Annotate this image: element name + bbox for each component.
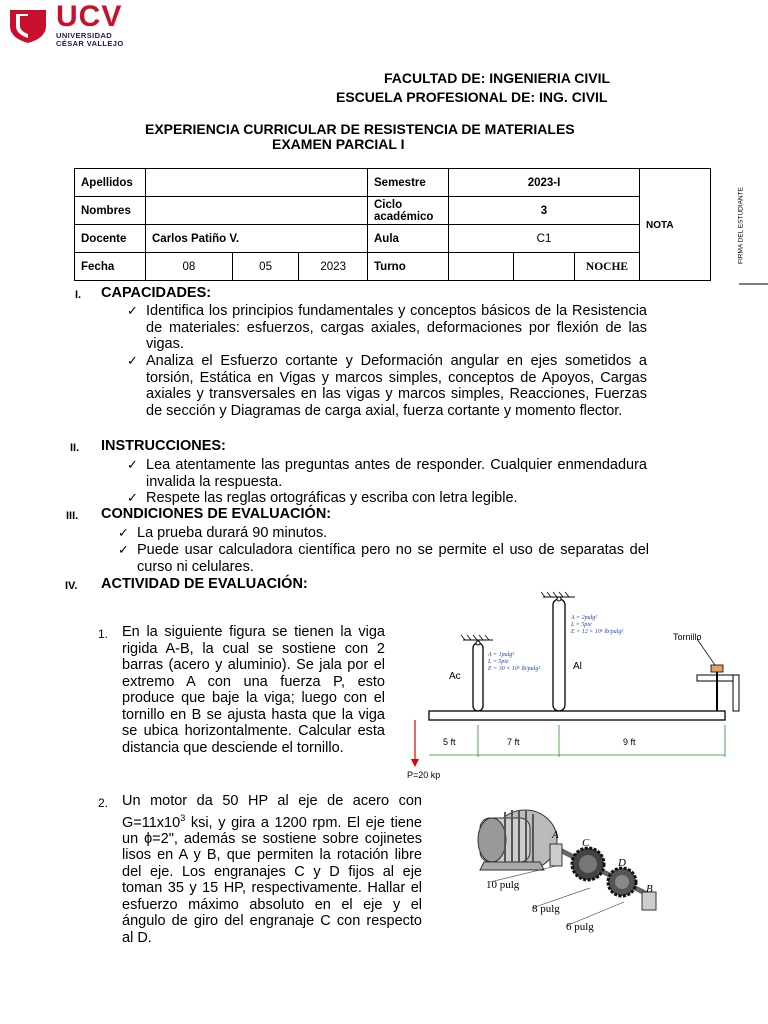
capacidad-item	[127, 353, 647, 419]
ciclo-label-1: Ciclo	[374, 198, 403, 211]
label-d: D	[618, 857, 626, 869]
ac-length: L = 5pie	[488, 659, 509, 665]
ac-modulus: E = 30 × 10⁶ lb/pulg²	[488, 666, 541, 672]
dim-8-pulg: 8 pulg	[532, 903, 560, 915]
check-icon: ✓	[127, 457, 138, 472]
docente-value: Carlos Patiño V.	[146, 225, 368, 253]
force-label: P=20 kp	[407, 770, 441, 780]
problem-2-text-b: ksi, y gira a 1200 rpm. El eje tiene un ϕ=2", además se sostiene sobre cojinetes lisos en A y B, que permiten la rotación libre del eje. Los engranajes C y D fijos al eje toman 35 y 15 HP, respectivamente. Hallar el esfuerzo máximo absoluto en el eje y el ángulo de giro del engranaje C con respecto al D.	[122, 814, 422, 946]
condicion-item	[118, 525, 649, 542]
logo-line1: UNIVERSIDAD	[56, 31, 113, 40]
problem-2-number: 2.	[98, 796, 109, 810]
condicion-2-text: Puede usar calculadora científica pero no se permite el uso de separatas del curso ni celulares.	[137, 542, 649, 575]
problem-1-number: 1.	[98, 627, 109, 641]
aula-label: Aula	[368, 225, 449, 253]
al-modulus: E = 12 × 10⁶ lb/pulg²	[571, 629, 624, 635]
section-4-title: ACTIVIDAD DE EVALUACIÓN:	[101, 576, 308, 592]
ciclo-label	[368, 197, 449, 225]
section-1-number: I.	[75, 289, 82, 301]
ac-area: A = 1pulg²	[488, 652, 515, 658]
check-icon: ✓	[127, 353, 138, 368]
section-3-number: III.	[66, 510, 79, 522]
tornillo-label: Tornillo	[673, 632, 702, 642]
force-arrowhead	[411, 759, 419, 767]
motor-shaft-figure	[470, 798, 680, 938]
semestre-value: 2023-I	[449, 169, 640, 197]
check-icon: ✓	[127, 303, 138, 318]
instruccion-item	[127, 457, 647, 490]
problem-1-text: En la siguiente figura se tienen la viga rigida A-B, la cual se sostiene con 2 barras (acero y aluminio). Se jala por el extremo A con una fuerza P, esto produce que baje la viga; luego con el tornillo en B se ajusta hasta que la viga se ubica horizontalmente. Calcular esta distancia que desciende el tornillo.	[122, 624, 385, 756]
motor	[478, 810, 557, 870]
fecha-label: Fecha	[75, 253, 146, 281]
problem-2-text-a: Un motor da 50 HP al eje de acero con G=11x10	[122, 793, 422, 831]
fecha-anio: 2023	[299, 253, 368, 281]
screw-support	[697, 639, 739, 711]
problem-2-exponent: 3	[180, 812, 186, 823]
instruccion-1-text: Lea atentamente las preguntas antes de responder. Cualquier enmendadura invalida la respuesta.	[146, 457, 647, 490]
dim-9ft: 9 ft	[623, 737, 636, 747]
nombres-field[interactable]	[146, 197, 368, 225]
ceiling-support-ac	[461, 635, 493, 640]
apellidos-field[interactable]	[146, 169, 368, 197]
ciclo-value: 3	[449, 197, 640, 225]
course-title: EXPERIENCIA CURRICULAR DE RESISTENCIA DE MATERIALES	[145, 121, 575, 137]
logo-line2: CÉSAR VALLEJO	[56, 39, 124, 48]
instruccion-item	[127, 490, 647, 507]
turno-blank-1	[449, 253, 514, 281]
nombres-label: Nombres	[75, 197, 146, 225]
label-c: C	[582, 837, 590, 849]
steel-bar-ac	[473, 643, 483, 711]
al-length: L = 5pie	[571, 622, 592, 628]
fecha-dia: 08	[146, 253, 233, 281]
faculty-title: FACULTAD DE: INGENIERIA CIVIL	[384, 70, 611, 86]
dim-5ft: 5 ft	[443, 737, 456, 747]
dim-6-pulg: 6 pulg	[566, 921, 594, 933]
check-icon: ✓	[127, 490, 138, 505]
condicion-1-text: La prueba durará 90 minutos.	[137, 525, 328, 541]
exam-title: EXAMEN PARCIAL I	[272, 136, 405, 152]
turno-label: Turno	[368, 253, 449, 281]
ucv-logo-icon	[8, 6, 48, 44]
capacidad-item	[127, 303, 647, 353]
condicion-item	[118, 542, 649, 575]
ciclo-label-2: académico	[374, 210, 434, 223]
dim-10-pulg: 10 pulg	[486, 879, 520, 891]
instruccion-2-text: Respete las reglas ortográficas y escriba con letra legible.	[146, 490, 518, 506]
label-a: A	[552, 829, 559, 841]
capacidad-2-text: Analiza el Esfuerzo cortante y Deformación angular en ejes sometidos a torsión, Estática en Vigas y marcos simples, conceptos de Apoyos, Cargas axiales y transversales en las vigas y marcos simples, Reacciones, Fuerzas de sección y Diagramas de carga axial, fuerza cortante y momento flector.	[146, 353, 647, 419]
logo-main: UCV	[56, 0, 123, 33]
section-2-number: II.	[70, 442, 80, 454]
section-4-number: IV.	[65, 580, 78, 592]
semestre-label: Semestre	[368, 169, 449, 197]
section-1-title: CAPACIDADES:	[101, 285, 212, 301]
label-b: B	[646, 883, 653, 895]
turno-value: NOCHE	[575, 253, 640, 281]
beam-figure	[393, 585, 753, 785]
problem-2-text	[122, 793, 422, 946]
capacidad-1-text: Identifica los principios fundamentales y conceptos básicos de la Resistencia de materiales: esfuerzos, cargas axiales, deformaciones por flexión de las vigas.	[146, 303, 647, 352]
ceiling-support-al	[541, 592, 575, 597]
student-info-table	[74, 168, 711, 281]
signature-label: FIRMA DEL ESTUDIANTE	[737, 186, 745, 265]
ac-label: Ac	[449, 671, 461, 682]
section-3-title: CONDICIONES DE EVALUACIÓN:	[101, 506, 332, 522]
turno-blank-2	[514, 253, 575, 281]
check-icon: ✓	[118, 525, 129, 540]
aluminum-bar-al	[553, 599, 565, 711]
rigid-beam	[429, 711, 725, 720]
docente-label: Docente	[75, 225, 146, 253]
ucv-logo	[56, 2, 124, 48]
dimension-line	[429, 725, 725, 757]
nota-label: NOTA	[646, 219, 674, 231]
nota-cell[interactable]	[640, 169, 711, 281]
bearing-a	[550, 844, 562, 866]
dim-7ft: 7 ft	[507, 737, 520, 747]
section-2-title: INSTRUCCIONES:	[101, 438, 226, 454]
aula-value: C1	[449, 225, 640, 253]
fecha-mes: 05	[232, 253, 299, 281]
school-title: ESCUELA PROFESIONAL DE: ING. CIVIL	[336, 89, 608, 105]
apellidos-label: Apellidos	[75, 169, 146, 197]
al-area: A = 2pulg²	[571, 615, 598, 621]
shaft	[552, 846, 655, 898]
check-icon: ✓	[118, 542, 129, 557]
al-label: Al	[573, 661, 582, 672]
